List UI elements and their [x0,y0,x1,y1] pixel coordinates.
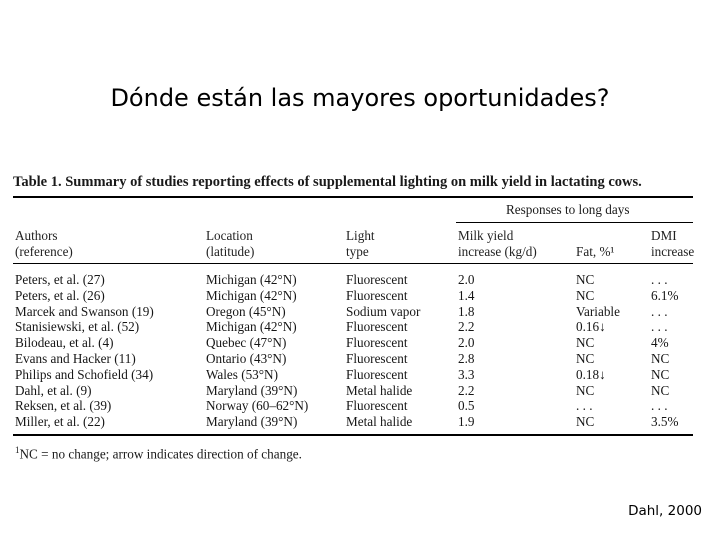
group-header-rule [456,222,693,223]
cell-milk-yield-row-8: 2.2 [458,382,475,398]
cell-light-type-row-4: Fluorescent [346,319,408,335]
cell-milk-yield-row-4: 2.2 [458,319,475,335]
cell-location-row-3: Oregon (45°N) [206,303,286,319]
cell-milk-yield-row-1: 2.0 [458,272,475,287]
cell-milk-yield-row-9: 0.5 [458,398,475,414]
cell-author-row-5: Bilodeau, et al. (4) [15,335,114,351]
table-top-rule [13,196,693,198]
table-footnote [15,442,302,462]
cell-location-row-2: Michigan (42°N) [206,287,297,303]
cell-light-type-row-5: Fluorescent [346,335,408,351]
cell-light-type-row-8: Metal halide [346,382,413,398]
header-light-type-line-1: Light [346,228,375,243]
cell-dmi-row-8: NC [651,382,670,398]
cell-light-type-row-7: Fluorescent [346,366,408,382]
cell-dmi-row-4: . . . [651,319,668,335]
cell-fat-row-4: 0.16↓ [576,319,606,335]
footnote-text: NC = no change; arrow indicates direction of change. [19,446,302,462]
cell-author-row-2: Peters, et al. (26) [15,287,105,303]
header-dmi-line-2: increase [651,244,695,259]
header-location-line-2: (latitude) [206,244,255,259]
header-author-line-1: Authors [15,228,58,243]
cell-dmi-row-7: NC [651,366,670,382]
cell-light-type-row-3: Sodium vapor [346,303,421,319]
cell-milk-yield-row-10: 1.9 [458,414,475,430]
header-location-line-1: Location [206,228,253,243]
cell-author-row-10: Miller, et al. (22) [15,414,105,430]
cell-location-row-4: Michigan (42°N) [206,319,297,335]
summary-table [13,170,695,462]
cell-fat-row-3: Variable [576,303,620,319]
cell-author-row-9: Reksen, et al. (39) [15,398,112,414]
header-light-type-line-2: type [346,244,369,259]
cell-location-row-7: Wales (53°N) [206,366,278,382]
cell-fat-row-7: 0.18↓ [576,366,606,382]
header-milk-yield-line-1: Milk yield [458,228,514,243]
header-fat-line-2: Fat, %¹ [576,244,615,259]
cell-fat-row-9: . . . [576,398,593,414]
footnote-mark: 1 [15,445,20,455]
cell-milk-yield-row-2: 1.4 [458,287,475,303]
header-dmi-line-1: DMI [651,228,677,243]
cell-dmi-row-10: 3.5% [651,414,679,430]
cell-milk-yield-row-5: 2.0 [458,335,475,351]
cell-author-row-3: Marcek and Swanson (19) [15,303,154,319]
cell-fat-row-8: NC [576,382,595,398]
cell-author-row-4: Stanisiewski, et al. (52) [15,319,140,335]
cell-light-type-row-2: Fluorescent [346,287,408,303]
cell-author-row-1: Peters, et al. (27) [15,272,105,287]
source-credit: Dahl, 2000 [628,503,702,519]
cell-dmi-row-3: . . . [651,303,668,319]
header-author-line-2: (reference) [15,244,73,259]
cell-light-type-row-6: Fluorescent [346,351,408,366]
cell-author-row-7: Philips and Schofield (34) [15,366,154,382]
cell-location-row-1: Michigan (42°N) [206,272,297,287]
table-bottom-rule [13,434,693,436]
cell-fat-row-2: NC [576,287,595,303]
cell-location-row-5: Quebec (47°N) [206,335,287,351]
cell-dmi-row-6: NC [651,351,670,366]
cell-location-row-6: Ontario (43°N) [206,351,287,366]
cell-location-row-9: Norway (60–62°N) [206,398,309,414]
cell-light-type-row-9: Fluorescent [346,398,408,414]
cell-dmi-row-9: . . . [651,398,668,414]
cell-milk-yield-row-3: 1.8 [458,303,475,319]
cell-light-type-row-10: Metal halide [346,414,413,430]
group-header: Responses to long days [506,202,630,217]
table-caption: Table 1. Summary of studies reporting effects of supplemental lighting on milk yield in lactating cows. [13,174,642,190]
cell-fat-row-5: NC [576,335,595,351]
cell-dmi-row-5: 4% [651,335,669,351]
cell-dmi-row-2: 6.1% [651,287,679,303]
cell-fat-row-1: NC [576,272,595,287]
cell-author-row-8: Dahl, et al. (9) [15,382,92,398]
header-milk-yield-line-2: increase (kg/d) [458,244,537,259]
header-rule [13,263,693,264]
cell-fat-row-10: NC [576,414,595,430]
cell-dmi-row-1: . . . [651,272,668,287]
cell-milk-yield-row-7: 3.3 [458,366,475,382]
cell-fat-row-6: NC [576,351,595,366]
cell-milk-yield-row-6: 2.8 [458,351,475,366]
cell-light-type-row-1: Fluorescent [346,272,408,287]
slide-title: Dónde están las mayores oportunidades? [110,84,610,112]
cell-location-row-8: Maryland (39°N) [206,382,298,398]
cell-author-row-6: Evans and Hacker (11) [15,351,136,366]
cell-location-row-10: Maryland (39°N) [206,414,298,430]
